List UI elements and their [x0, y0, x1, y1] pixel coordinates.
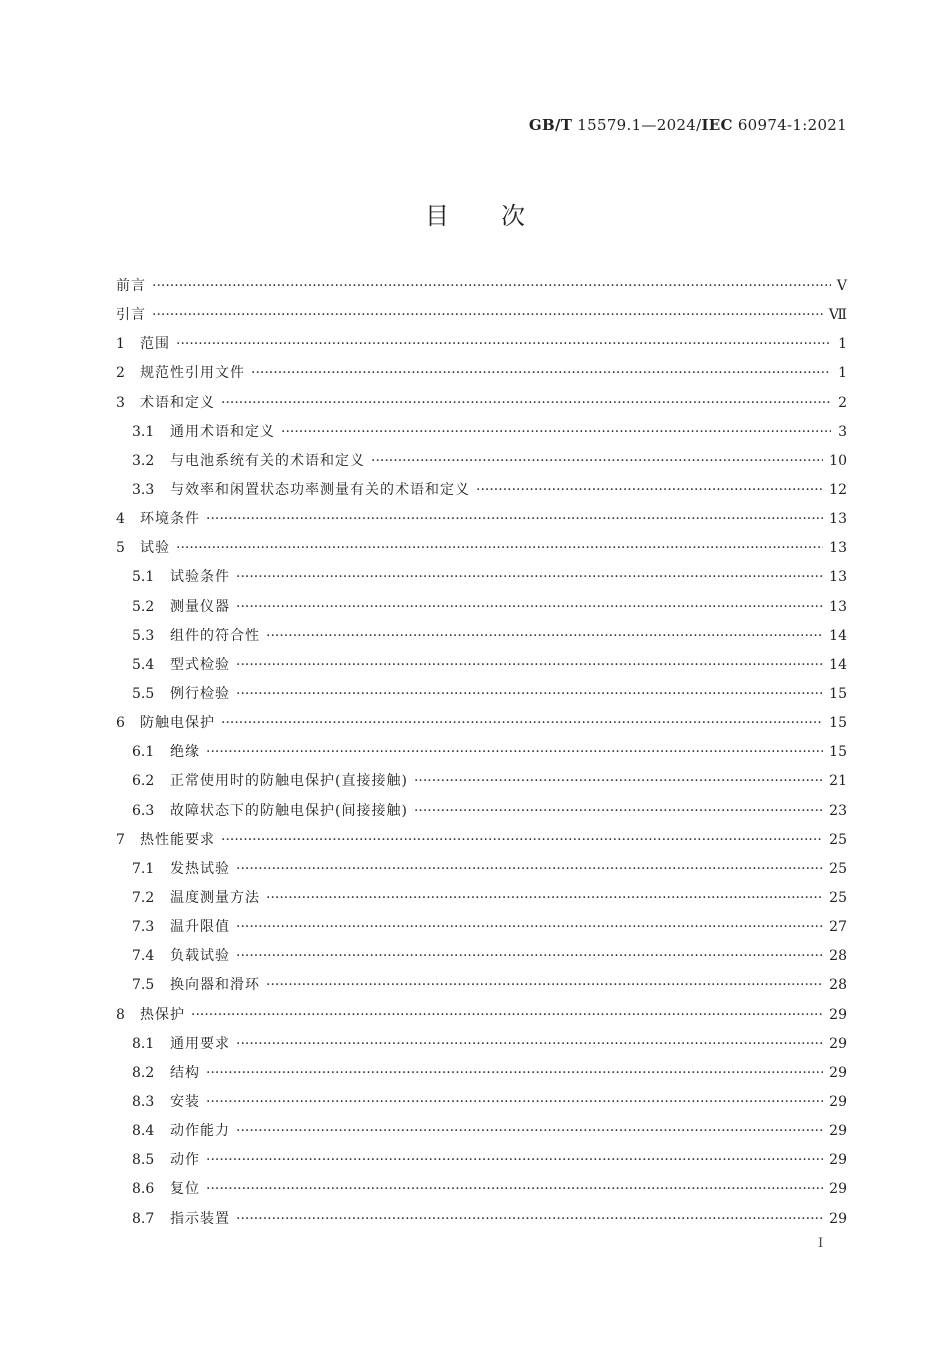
toc-dot-leader	[236, 680, 823, 709]
toc-dot-leader	[236, 913, 823, 942]
toc-entry-page: 29	[829, 1123, 847, 1140]
toc-entry-title: 通用术语和定义	[170, 423, 275, 440]
toc-entry-title: 指示装置	[170, 1210, 230, 1227]
toc-entry-page: 29	[829, 1181, 847, 1198]
toc-entry-page: 29	[829, 1064, 847, 1081]
toc-entry-number: 3.2	[132, 452, 155, 469]
toc-dot-leader	[221, 709, 823, 738]
toc-entry-title: 与效率和闲置状态功率测量有关的术语和定义	[170, 481, 470, 498]
toc-entry-title: 复位	[170, 1181, 200, 1198]
toc-entry[interactable]	[116, 709, 847, 738]
toc-entry[interactable]	[116, 1088, 847, 1117]
toc-entry-number: 5.5	[132, 685, 155, 702]
toc-entry[interactable]	[116, 1175, 847, 1204]
toc-entry-number: 5	[116, 540, 125, 557]
toc-entry-number: 7.5	[132, 977, 155, 994]
toc-entry[interactable]	[116, 680, 847, 709]
toc-dot-leader	[221, 389, 831, 418]
toc-entry-number: 6.3	[132, 802, 155, 819]
toc-entry-title: 例行检验	[170, 685, 230, 702]
toc-entry-title: 试验	[140, 540, 170, 557]
toc-entry-page: 1	[838, 336, 847, 353]
toc-entry-title: 环境条件	[140, 511, 200, 528]
toc-entry-page: 15	[829, 744, 847, 761]
toc-entry[interactable]	[116, 651, 847, 680]
toc-entry-number: 8	[116, 1006, 125, 1023]
toc-dot-leader	[191, 1001, 823, 1030]
toc-entry[interactable]	[116, 330, 847, 359]
toc-entry-title: 术语和定义	[140, 394, 215, 411]
toc-entry-title: 发热试验	[170, 860, 230, 877]
toc-dot-leader	[221, 826, 823, 855]
toc-entry-page: 29	[829, 1210, 847, 1227]
toc-entry-number: 3.1	[132, 423, 155, 440]
toc-dot-leader	[206, 1146, 823, 1175]
toc-entry[interactable]	[116, 1205, 847, 1234]
page-number: Ⅰ	[818, 1236, 824, 1251]
toc-entry-number: 5.1	[132, 569, 155, 586]
toc-entry-number: 7.2	[132, 889, 155, 906]
toc-entry-page: 29	[829, 1035, 847, 1052]
toc-entry[interactable]	[116, 1146, 847, 1175]
toc-entry-title: 安装	[170, 1093, 200, 1110]
toc-entry[interactable]	[116, 767, 847, 796]
toc-dot-leader	[414, 797, 823, 826]
toc-entry-number: 8.2	[132, 1064, 155, 1081]
toc-dot-leader	[176, 534, 823, 563]
toc-entry-number: 6.1	[132, 744, 155, 761]
toc-entry-page: 13	[829, 511, 847, 528]
toc-entry[interactable]	[116, 563, 847, 592]
toc-entry-title: 温升限值	[170, 919, 230, 936]
toc-dot-leader	[476, 476, 823, 505]
toc-entry-number: 7.1	[132, 860, 155, 877]
toc-dot-leader	[236, 593, 823, 622]
toc-entry-page: 21	[829, 773, 847, 790]
toc-dot-leader	[236, 651, 823, 680]
toc-entry-title: 型式检验	[170, 656, 230, 673]
toc-dot-leader	[236, 563, 823, 592]
toc-entry-number: 8.3	[132, 1093, 155, 1110]
toc-entry[interactable]	[116, 1117, 847, 1146]
toc-entry-page: 13	[829, 569, 847, 586]
toc-entry-number: 6.2	[132, 773, 155, 790]
toc-entry-page: 29	[829, 1093, 847, 1110]
toc-entry-page: 23	[829, 802, 847, 819]
toc-dot-leader	[236, 855, 823, 884]
toc-entry-number: 8.1	[132, 1035, 155, 1052]
toc-dot-leader	[206, 738, 823, 767]
toc-dot-leader	[266, 884, 823, 913]
toc-entry-title: 温度测量方法	[170, 889, 260, 906]
toc-entry-title: 换向器和滑环	[170, 977, 260, 994]
toc-entry[interactable]	[116, 942, 847, 971]
toc-entry-title: 组件的符合性	[170, 627, 260, 644]
toc-entry[interactable]	[116, 301, 847, 330]
toc-entry[interactable]	[116, 913, 847, 942]
toc-entry[interactable]	[116, 738, 847, 767]
toc-entry[interactable]	[116, 826, 847, 855]
toc-entry-title: 热性能要求	[140, 831, 215, 848]
toc-entry-title: 规范性引用文件	[140, 365, 245, 382]
toc-dot-leader	[236, 942, 823, 971]
toc-entry-title: 范围	[140, 336, 170, 353]
toc-entry[interactable]	[116, 622, 847, 651]
toc-dot-leader	[371, 447, 823, 476]
toc-entry-title: 故障状态下的防触电保护(间接接触)	[170, 802, 408, 819]
toc-entry-title: 热保护	[140, 1006, 185, 1023]
toc-entry[interactable]	[116, 1001, 847, 1030]
toc-entry-page: 29	[829, 1152, 847, 1169]
toc-entry-title: 通用要求	[170, 1035, 230, 1052]
std-prefix: GB/T	[528, 116, 573, 134]
toc-entry-page: 13	[829, 598, 847, 615]
toc-entry[interactable]	[116, 534, 847, 563]
toc-dot-leader	[206, 1088, 823, 1117]
toc-entry-title: 正常使用时的防触电保护(直接接触)	[170, 773, 408, 790]
toc-entry-page: 14	[829, 656, 847, 673]
toc-entry-page: Ⅶ	[828, 307, 847, 324]
toc-entry-number: 8.5	[132, 1152, 155, 1169]
toc-dot-leader	[206, 1175, 823, 1204]
toc-entry-page: 10	[829, 452, 847, 469]
toc-dot-leader	[281, 418, 831, 447]
toc-dot-leader	[251, 359, 831, 388]
toc-entry-title: 动作能力	[170, 1123, 230, 1140]
toc-entry-number: 3.3	[132, 481, 155, 498]
toc-entry-title: 结构	[170, 1064, 200, 1081]
toc-dot-leader	[236, 1030, 823, 1059]
toc-entry-page: 25	[829, 889, 847, 906]
toc-entry-number: 6	[116, 715, 125, 732]
toc-entry-page: 28	[829, 977, 847, 994]
toc-entry[interactable]	[116, 1059, 847, 1088]
toc-entry[interactable]	[116, 1030, 847, 1059]
toc-dot-leader	[176, 330, 831, 359]
toc-entry[interactable]	[116, 884, 847, 913]
iec-number: 60974-1:2021	[732, 116, 847, 134]
toc-entry-page: 13	[829, 540, 847, 557]
toc-entry-title: 试验条件	[170, 569, 230, 586]
toc-entry-number: 2	[116, 365, 125, 382]
toc-entry-title: 负载试验	[170, 948, 230, 965]
toc-entry-number: 8.7	[132, 1210, 155, 1227]
toc-entry[interactable]	[116, 389, 847, 418]
toc-entry-page: 2	[838, 394, 847, 411]
toc-dot-leader	[206, 505, 823, 534]
toc-entry[interactable]	[116, 359, 847, 388]
toc-entry-page: 15	[829, 715, 847, 732]
toc-entry-number: 5.3	[132, 627, 155, 644]
toc-dot-leader	[152, 272, 831, 301]
toc-entry-page: 25	[829, 831, 847, 848]
toc-dot-leader	[266, 622, 823, 651]
toc-entry-number: 1	[116, 336, 125, 353]
page-title: 目次	[425, 202, 577, 230]
toc-dot-leader	[236, 1117, 823, 1146]
toc-entry[interactable]	[116, 272, 847, 301]
toc-entry-number: 5.4	[132, 656, 155, 673]
toc-entry[interactable]	[116, 447, 847, 476]
toc-entry-title: 测量仪器	[170, 598, 230, 615]
standard-header	[529, 116, 847, 134]
toc-entry-title: 防触电保护	[140, 715, 215, 732]
toc-entry-page: 1	[838, 365, 847, 382]
toc-entry-number: 4	[116, 511, 125, 528]
toc-entry-title: 动作	[170, 1152, 200, 1169]
toc-entry-page: 12	[829, 481, 847, 498]
toc-entry[interactable]	[116, 593, 847, 622]
toc-entry-page: 15	[829, 685, 847, 702]
toc-entry-number: 7	[116, 831, 125, 848]
toc-dot-leader	[414, 767, 823, 796]
table-of-contents	[116, 272, 847, 1234]
toc-entry-number: 3	[116, 394, 125, 411]
toc-entry-number: 8.4	[132, 1123, 155, 1140]
toc-entry-page: 27	[829, 919, 847, 936]
toc-entry-page: 25	[829, 860, 847, 877]
toc-entry-title: 与电池系统有关的术语和定义	[170, 452, 365, 469]
toc-entry-page: 3	[838, 423, 847, 440]
toc-entry-page: 29	[829, 1006, 847, 1023]
toc-entry[interactable]	[116, 505, 847, 534]
toc-entry[interactable]	[116, 971, 847, 1000]
toc-entry[interactable]	[116, 418, 847, 447]
toc-dot-leader	[236, 1205, 823, 1234]
toc-entry-number: 5.2	[132, 598, 155, 615]
toc-entry-number: 7.3	[132, 919, 155, 936]
toc-entry-page: 28	[829, 948, 847, 965]
toc-entry[interactable]	[116, 855, 847, 884]
std-number: 15579.1—2024/	[572, 116, 702, 134]
toc-entry-title: 引言	[116, 307, 146, 324]
toc-entry-title: 前言	[116, 278, 146, 294]
toc-dot-leader	[206, 1059, 823, 1088]
toc-entry-title: 绝缘	[170, 744, 200, 761]
toc-entry-number: 8.6	[132, 1181, 155, 1198]
toc-entry[interactable]	[116, 797, 847, 826]
toc-entry-number: 7.4	[132, 948, 155, 965]
toc-dot-leader	[266, 971, 823, 1000]
iec-prefix: IEC	[701, 116, 733, 134]
toc-entry-page: Ⅴ	[836, 278, 847, 294]
toc-entry[interactable]	[116, 476, 847, 505]
toc-entry-page: 14	[829, 627, 847, 644]
toc-dot-leader	[152, 301, 823, 330]
